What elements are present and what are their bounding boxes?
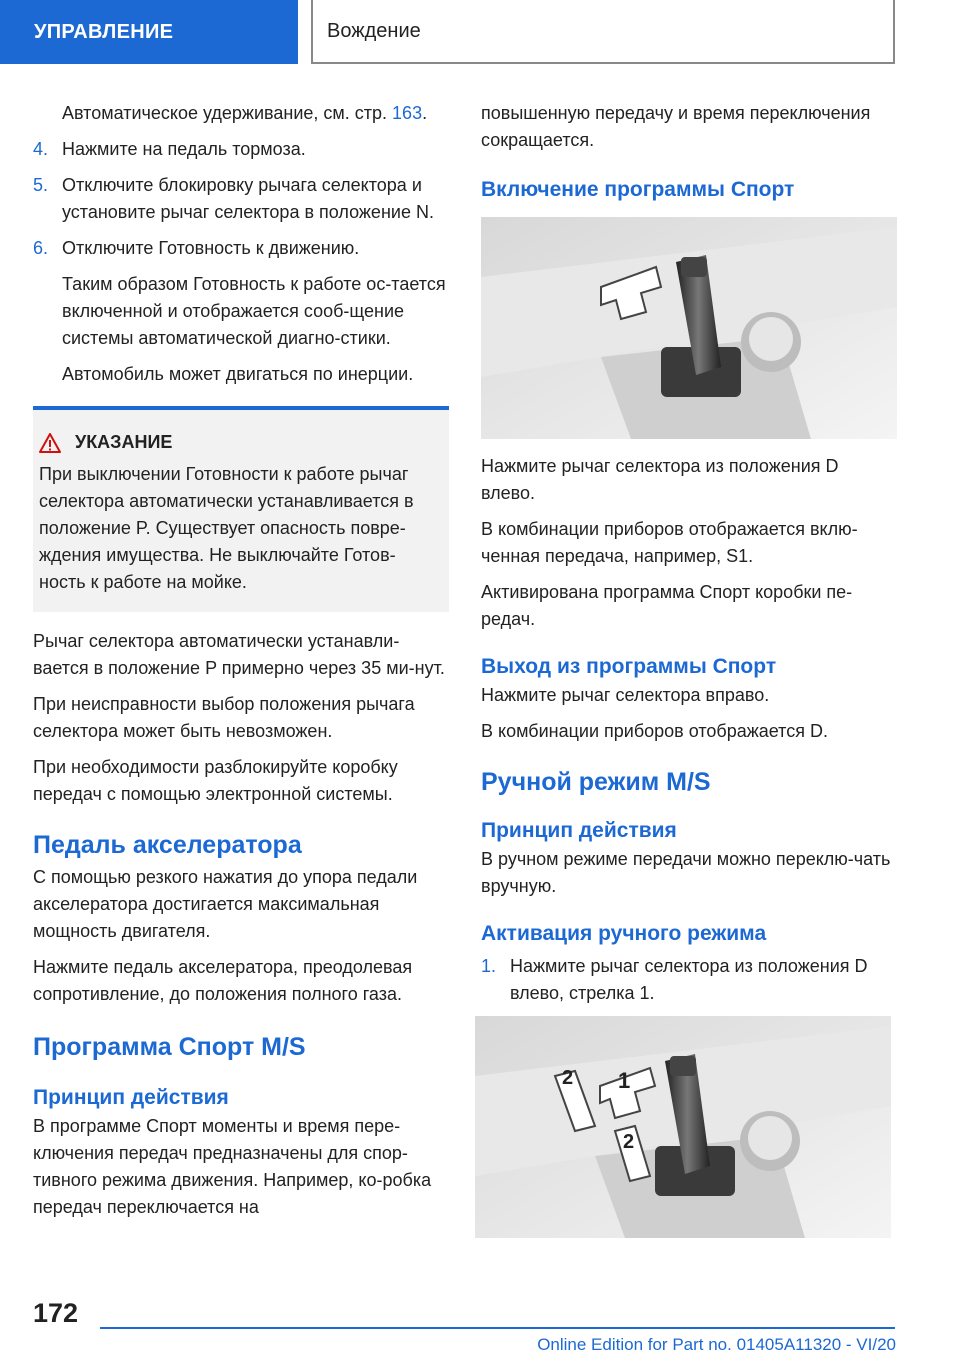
heading-activate-manual: Активация ручного режима (481, 922, 767, 945)
step-4 (33, 136, 449, 163)
footer-divider (100, 1327, 895, 1329)
paragraph: При необходимости разблокируйте коробку передач с помощью электронной системы. (33, 757, 398, 804)
arrow-2-label: 2 (562, 1067, 574, 1089)
heading-manual-mode: Ручной режим M/S (481, 768, 711, 796)
chapter-tab[interactable]: УПРАВЛЕНИЕ (0, 0, 298, 64)
step-number: 1. (481, 956, 497, 976)
gear-selector-image (481, 217, 897, 439)
step-number: 6. (33, 238, 49, 258)
heading-sport-program: Программа Спорт M/S (33, 1033, 306, 1061)
heading-principle: Принцип действия (33, 1086, 229, 1109)
paragraph: Нажмите рычаг селектора вправо. (481, 685, 770, 705)
arrow-2-label: 2 (623, 1131, 635, 1153)
heading-principle: Принцип действия (481, 819, 677, 842)
step-text: Отключите блокировку рычага селектора и установите рычаг селектора в положение N. (62, 175, 434, 222)
paragraph: В ручном режиме передачи можно переклю-чать вручную. (481, 849, 891, 896)
warning-icon (39, 433, 61, 453)
right-column (481, 100, 897, 1238)
step-text: Нажмите на педаль тормоза. (62, 139, 306, 159)
paragraph: В комбинации приборов отображается вклю-ченная передача, например, S1. (481, 519, 858, 566)
step-6-note: Таким образом Готовность к работе ос-тается включенной и отображается сооб-щение системы автоматической диагно-стики. (62, 274, 446, 348)
heading-sport-off: Выход из программы Спорт (481, 655, 777, 678)
warning-box (33, 406, 449, 612)
paragraph: С помощью резкого нажатия до упора педали акселератора достигается максимальная мощность двигателя. (33, 867, 418, 941)
paragraph: Нажмите рычаг селектора из положения D влево. (481, 456, 839, 503)
left-column (33, 100, 449, 1230)
paragraph: При неисправности выбор положения рычага селектора может быть невозможен. (33, 694, 415, 741)
step-1 (481, 953, 897, 1007)
step-text: Нажмите рычаг селектора из положения D влево, стрелка 1. (510, 956, 868, 1003)
step-text: Отключите Готовность к движению. (62, 238, 360, 258)
heading-sport-on: Включение программы Спорт (481, 178, 795, 201)
step-6 (33, 235, 449, 262)
section-title: Вождение (311, 0, 895, 64)
paragraph: Нажмите педаль акселератора, преодолевая сопротивление, до положения полного газа. (33, 957, 413, 1004)
paragraph: В комбинации приборов отображается D. (481, 721, 828, 741)
arrow-1-label: 1 (618, 1068, 631, 1093)
step-6-note-2: Автомобиль может двигаться по инерции. (62, 364, 414, 384)
step-5 (33, 172, 449, 226)
step-number: 5. (33, 175, 49, 195)
paragraph: повышенную передачу и время переключения сокращается. (481, 103, 871, 150)
gear-selector-arrows-image (475, 1016, 891, 1238)
page-number: 172 (33, 1298, 79, 1328)
paragraph: В программе Спорт моменты и время пере-ключения передач предназначены для спор-тивного режима движения. Например, ко-робка передач переключается на (33, 1116, 432, 1217)
step-number: 4. (33, 139, 49, 159)
continued-line: Автоматическое удерживание, см. стр. 163. (62, 103, 428, 123)
edition-text: Online Edition for Part no. 01405A11320 - VI/20 (537, 1335, 896, 1354)
paragraph: Рычаг селектора автоматически устанавли-вается в положение P примерно через 35 ми-нут. (33, 631, 445, 678)
warning-title: УКАЗАНИЕ (39, 432, 435, 453)
page-link[interactable]: 163 (392, 103, 423, 123)
heading-accelerator: Педаль акселератора (33, 831, 302, 859)
warning-text: При выключении Готовности к работе рычаг селектора автоматически устанавливается в положение P. Существует опасность повре-ждения имущества. Не выключайте Готов-ность к работе на мойке. (39, 464, 414, 592)
paragraph: Активирована программа Спорт коробки пе-редач. (481, 582, 853, 629)
